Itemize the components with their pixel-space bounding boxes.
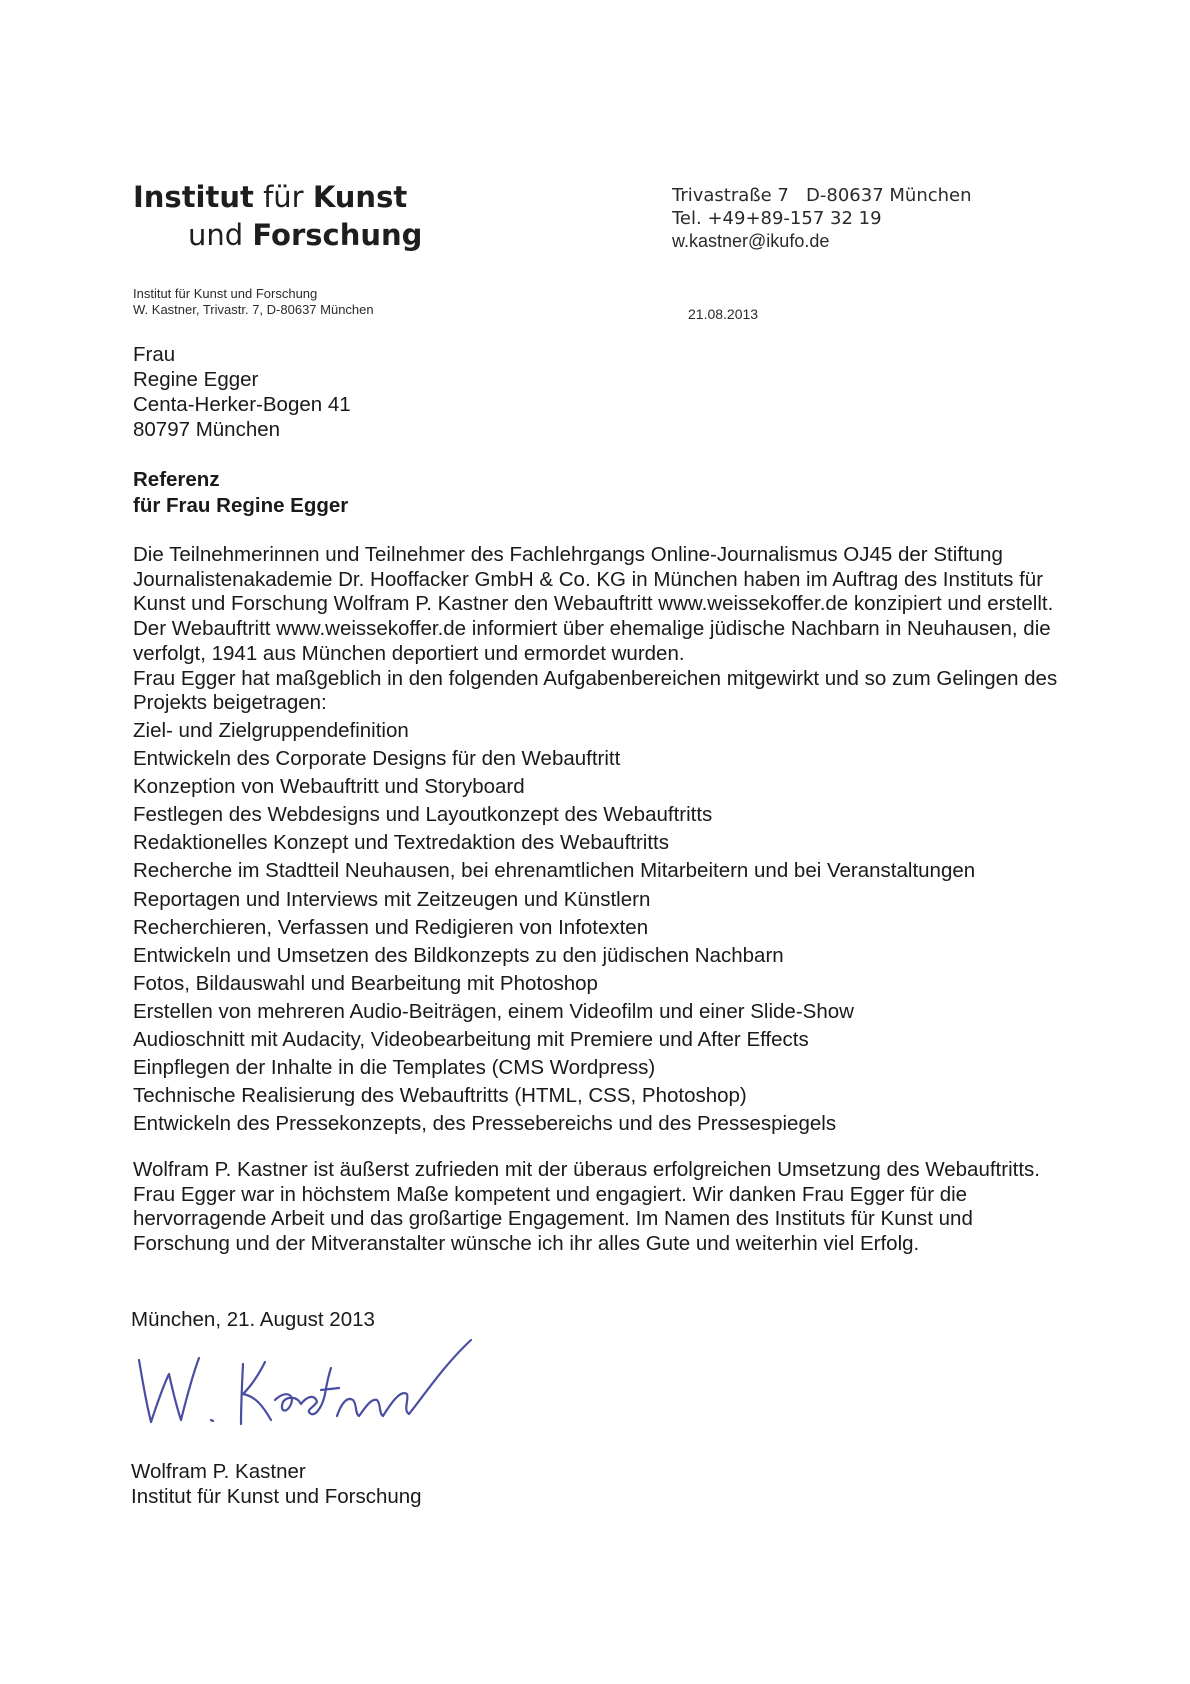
task-item: Audioschnitt mit Audacity, Videobearbeitung mit Premiere und After Effects	[133, 1028, 809, 1052]
task-item: Einpflegen der Inhalte in die Templates (CMS Wordpress)	[133, 1056, 656, 1080]
logo-word-kunst: Kunst	[312, 180, 408, 214]
sender-return-address	[133, 286, 374, 318]
signatory-block	[131, 1459, 422, 1509]
handwritten-signature	[125, 1334, 485, 1444]
closing-paragraph: Wolfram P. Kastner ist äußerst zufrieden mit der überaus erfolgreichen Umsetzung des Webauftritts. Frau Egger war in höchstem Maße kompetent und engagiert. Wir danken Frau Egger für die hervorragende Arbeit und das großartige Engagement. Im Namen des Instituts für Kunst und Forschung und der Mitveranstalter wünsche ich ihr alles Gute und weiterhin viel Erfolg.	[133, 1158, 1040, 1256]
letter-date: 21.08.2013	[688, 306, 759, 322]
task-item: Redaktionelles Konzept und Textredaktion des Webauftritts	[133, 831, 669, 855]
logo-word-forschung: Forschung	[252, 218, 423, 252]
signatory-name: Wolfram P. Kastner	[131, 1460, 306, 1483]
task-item: Entwickeln des Pressekonzepts, des Pressebereichs und des Pressespiegels	[133, 1112, 837, 1136]
body-contribution: Frau Egger hat maßgeblich in den folgenden Aufgabenbereichen mitgewirkt und so zum Gelingen des Projekts beigetragen:	[133, 666, 1058, 715]
logo-word-fuer: für	[263, 180, 304, 214]
recipient-salutation: Frau	[133, 343, 176, 366]
task-item: Recherchieren, Verfassen und Redigieren von Infotexten	[133, 915, 649, 939]
signatory-org: Institut für Kunst und Forschung	[131, 1485, 422, 1508]
task-item: Festlegen des Webdesigns und Layoutkonzept des Webauftritts	[133, 803, 713, 827]
task-item: Entwickeln des Corporate Designs für den Webauftritt	[133, 747, 621, 771]
subject-line-1: Referenz	[133, 468, 220, 491]
logo-word-und: und	[188, 218, 244, 252]
task-item: Ziel- und Zielgruppendefinition	[133, 719, 409, 742]
recipient-street: Centa-Herker-Bogen 41	[133, 393, 351, 416]
recipient-name: Regine Egger	[133, 368, 259, 391]
contact-phone: Tel. +49+89-157 32 19	[672, 208, 882, 229]
logo-word-institut: Institut	[133, 180, 254, 214]
contact-block	[672, 184, 972, 253]
task-item: Konzeption von Webauftritt und Storyboard	[133, 775, 525, 799]
task-item: Reportagen und Interviews mit Zeitzeugen und Künstlern	[133, 887, 651, 911]
recipient-city: 80797 München	[133, 418, 281, 441]
subject-line-2: für Frau Regine Egger	[133, 494, 349, 517]
task-item: Erstellen von mehreren Audio-Beiträgen, einem Videofilm und einer Slide-Show	[133, 999, 854, 1023]
task-item: Recherche im Stadtteil Neuhausen, bei ehrenamtlichen Mitarbeitern und bei Veranstaltungen	[133, 859, 976, 883]
task-list	[133, 717, 975, 1138]
task-item: Fotos, Bildauswahl und Bearbeitung mit Photoshop	[133, 971, 598, 995]
logo-line-2	[188, 218, 422, 252]
letter-body	[133, 543, 1068, 716]
letter-subject	[133, 467, 348, 519]
contact-address: Trivastraße 7 D-80637 München	[672, 185, 972, 206]
logo-line-1	[133, 180, 407, 214]
sender-line-1: Institut für Kunst und Forschung	[133, 286, 318, 301]
contact-email[interactable]: w.kastner@ikufo.de	[672, 231, 830, 251]
sender-line-2: W. Kastner, Trivastr. 7, D-80637 München	[133, 302, 374, 317]
place-and-date: München, 21. August 2013	[131, 1308, 375, 1331]
task-item: Technische Realisierung des Webauftritts (HTML, CSS, Photoshop)	[133, 1084, 747, 1108]
body-intro: Die Teilnehmerinnen und Teilnehmer des Fachlehrgangs Online-Journalismus OJ45 der Stiftung Journalistenakademie Dr. Hooffacker GmbH & Co. KG in München haben im Auftrag des Instituts für Kunst und Forschung Wolfram P. Kastner den Webauftritt www.weissekoffer.de konzipiert und erstellt. Der Webauftritt www.weissekoffer.de informiert über ehemalige jüdische Nachbarn in Neuhausen, die verfolgt, 1941 aus München deportiert und ermordet wurden.	[133, 543, 1054, 665]
recipient-address	[133, 342, 351, 442]
task-item: Entwickeln und Umsetzen des Bildkonzepts zu den jüdischen Nachbarn	[133, 943, 784, 967]
